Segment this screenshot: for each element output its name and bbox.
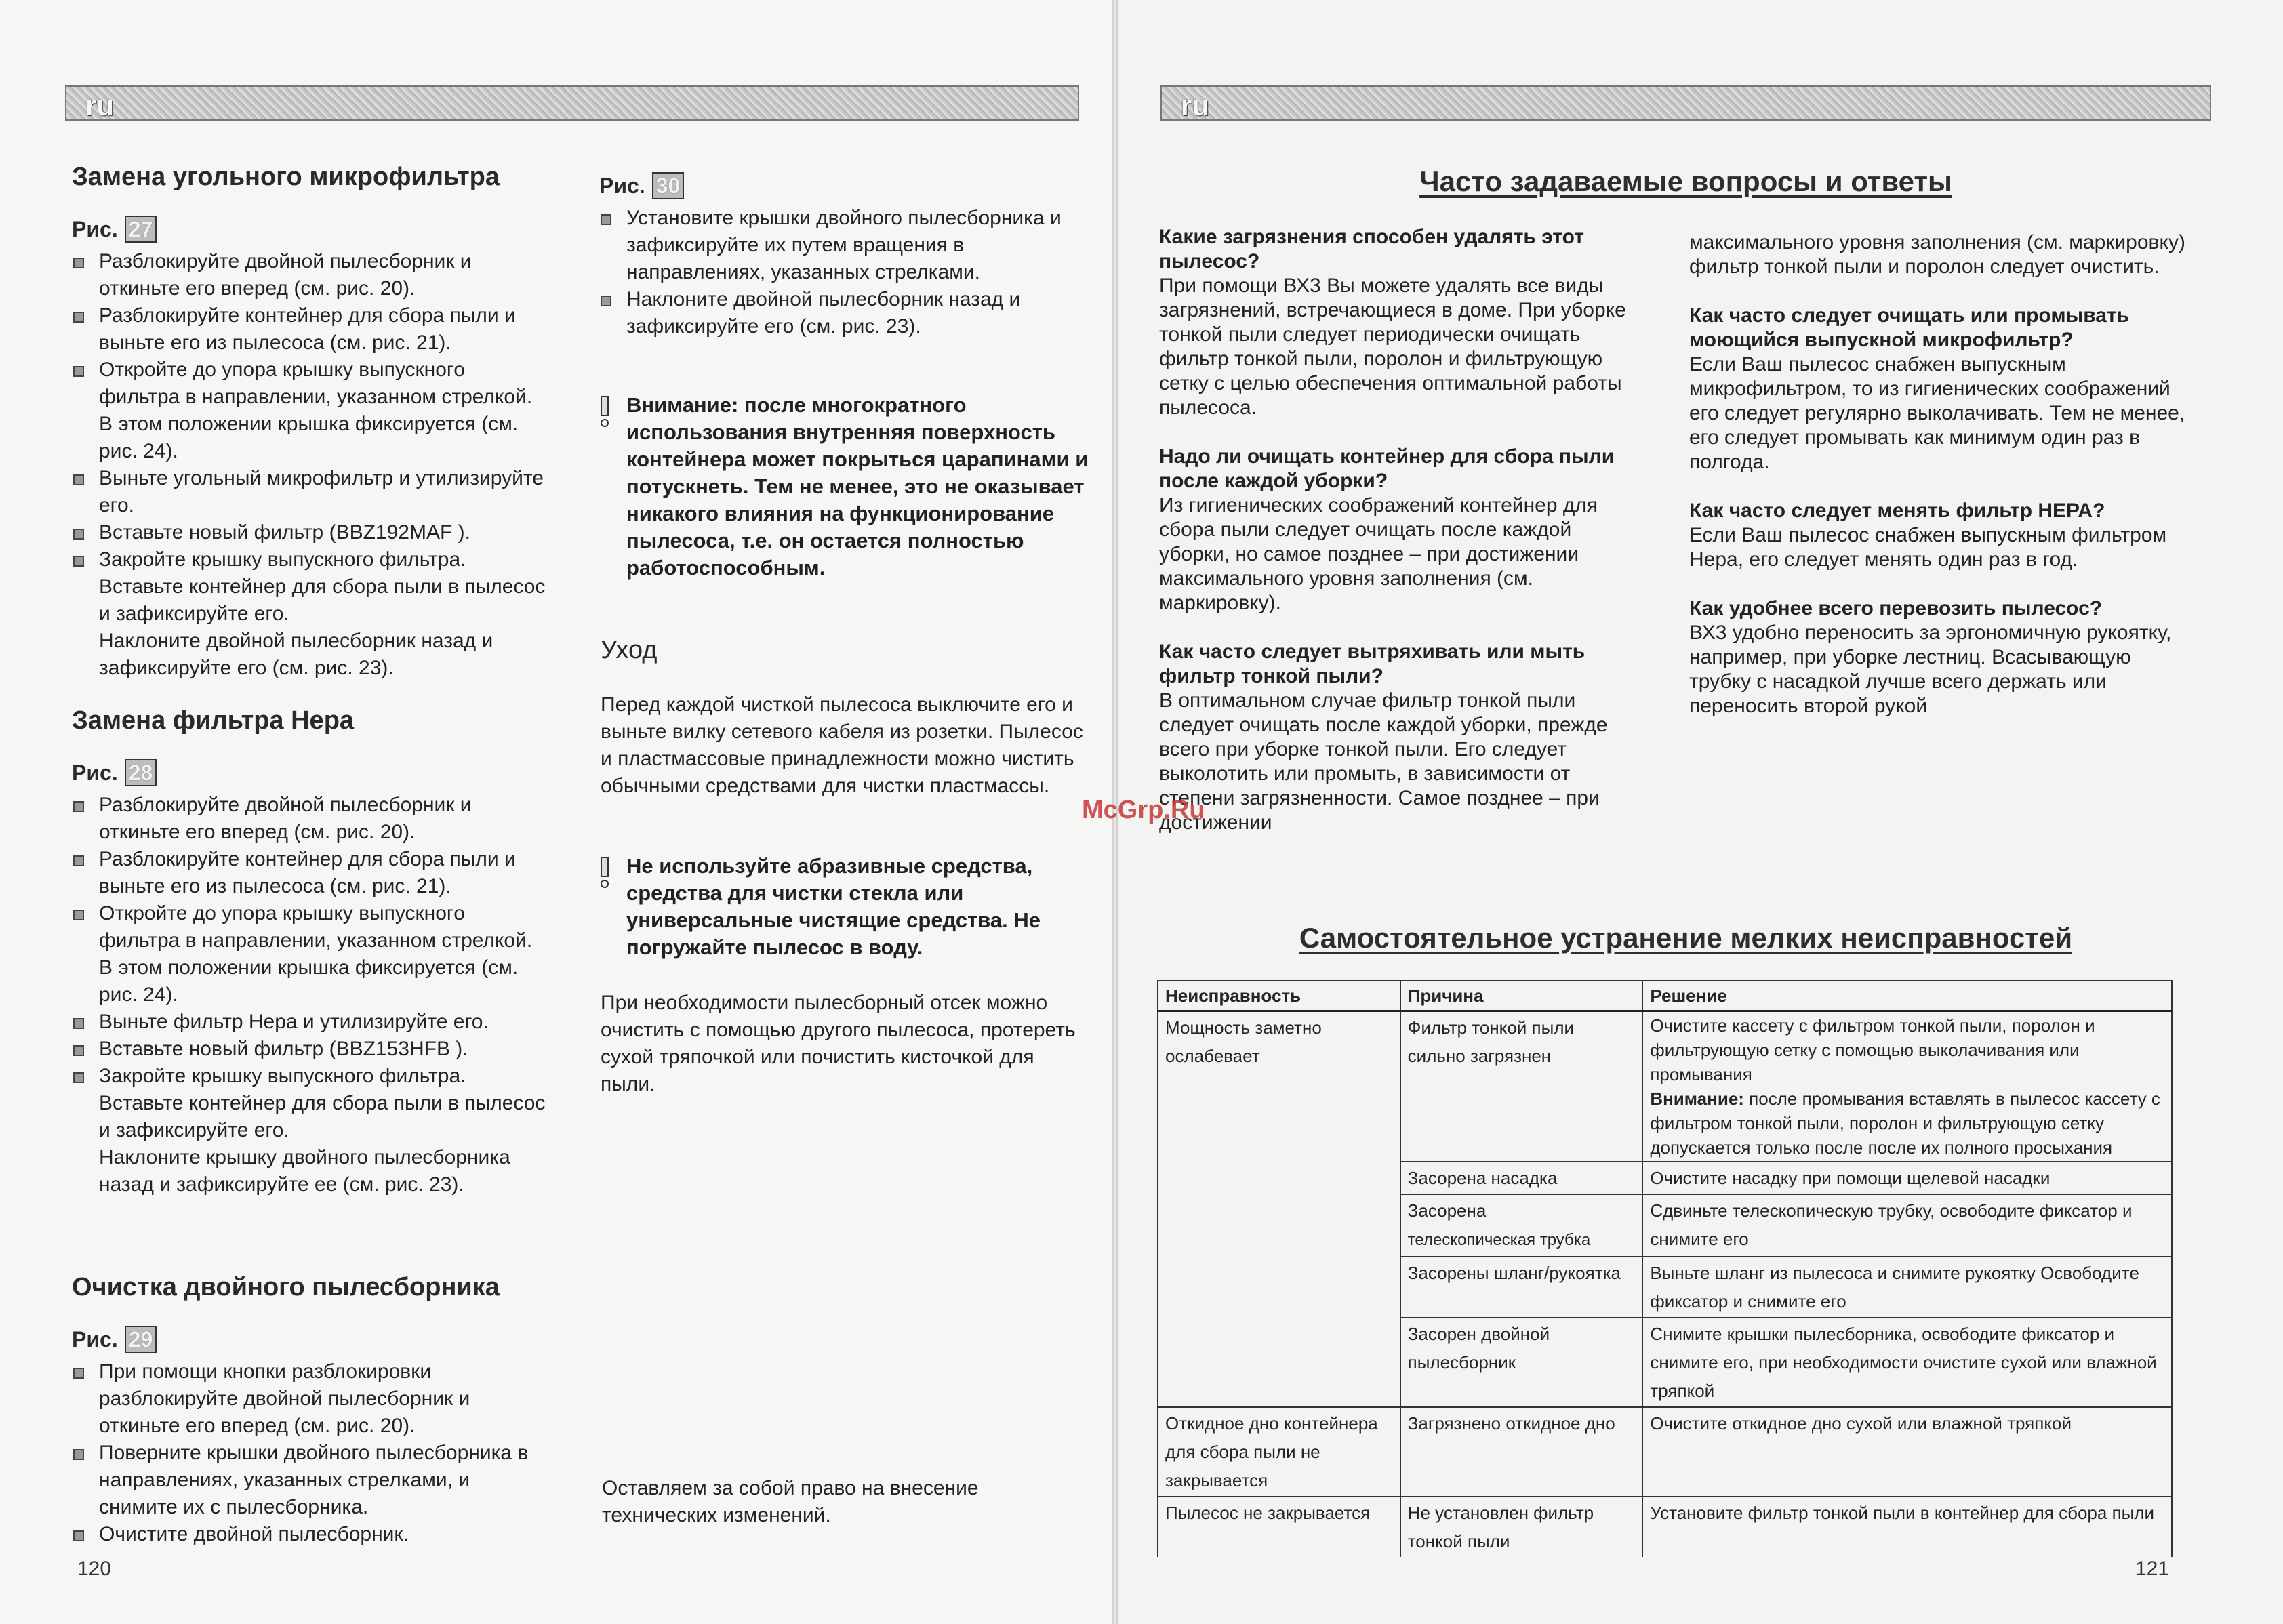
remedy-cell: Выньте шланг из пылесоса и снимите рукоятку Освободите фиксатор и снимите его <box>1642 1257 2172 1318</box>
faq-item: Как удобнее всего перевозить пылесос? ВХ3 удобно переносить за эргономичную рукоятку, например, при уборке лестниц. Всасывающую трубку с насадкой лучше всего держать или переносить второй рукой <box>1689 597 2172 717</box>
watermark-logo: McGrp.Ru <box>1082 796 1205 824</box>
remedy-cell: Установите фильтр тонкой пыли в контейнер для сбора пыли <box>1642 1497 2172 1557</box>
step: Вставьте новый фильтр (BBZ153HFB ). <box>72 1036 546 1063</box>
cause-cell: Засорена насадка <box>1400 1162 1643 1194</box>
faq-item: Надо ли очищать контейнер для сбора пыли после каждой уборки? Из гигиенических соображений контейнер для сбора пыли следует очищать после каждой уборки, но самое позднее – при достижении максимального уровня заполнения (см. маркировку). <box>1159 445 1615 614</box>
figure-number-box: 28 <box>125 759 157 786</box>
faq-column-1 <box>1159 225 1647 859</box>
remedy-cell: Сдвиньте телескопическую трубку, освободите фиксатор и снимите его <box>1642 1194 2172 1257</box>
language-code: ru <box>85 89 114 121</box>
section-title-care: Уход <box>601 636 658 664</box>
steps-list-carbon-filter <box>72 248 546 682</box>
step: Разблокируйте контейнер для сбора пыли и выньте его из пылесоса (см. рис. 21). <box>72 846 546 900</box>
section-title-dust-container: Очистка двойного пылесборника <box>72 1273 500 1301</box>
figure-number-box: 27 <box>125 216 157 243</box>
page-number: 121 <box>2135 1558 2170 1580</box>
steps-list-hepa-filter <box>72 792 546 1198</box>
step: Поверните крышки двойного пылесборника в направлениях, указанных стрелками, и снимите их с пылесборника. <box>72 1440 546 1521</box>
faq-column-2 <box>1689 230 2191 743</box>
faq-item: Какие загрязнения способен удалять этот пылесос? При помощи ВХ3 Вы можете удалять все виды загрязнений, встречающиеся в доме. При уборке тонкой пыли следует периодически очищать фильтр тонкой пыли, поролон и фильтрующую сетку с целью обеспечения оптимальной работы пылесоса. <box>1159 226 1626 419</box>
fault-cell: Откидное дно контейнера для сбора пыли не закрывается <box>1158 1407 1400 1497</box>
troubleshooting-table <box>1157 980 2173 1557</box>
language-code: ru <box>1181 89 1209 121</box>
language-bar <box>65 85 1079 121</box>
page-number: 120 <box>77 1558 112 1580</box>
figure-number-box: 29 <box>125 1326 157 1353</box>
fault-cell: Пылесос не закрывается <box>1158 1497 1400 1557</box>
language-bar <box>1160 85 2211 121</box>
step: Откройте до упора крышку выпускного фильтра в направлении, указанном стрелкой. В этом положении крышка фиксируется (см. рис. 24). <box>72 900 546 1009</box>
cause-cell: Фильтр тонкой пыли сильно загрязнен <box>1400 1011 1643 1162</box>
remedy-cell: Очистите насадку при помощи щелевой насадки <box>1642 1162 2172 1194</box>
step: Разблокируйте контейнер для сбора пыли и выньте его из пылесоса (см. рис. 21). <box>72 302 546 357</box>
steps-list-reassemble <box>599 205 1087 340</box>
figure-number-box: 30 <box>652 172 685 199</box>
step: Выньте угольный микрофильтр и утилизируйте его. <box>72 465 546 519</box>
fault-cell: Мощность заметно ослабевает <box>1158 1011 1400 1408</box>
warning-abrasives: Не используйте абразивные средства, средства для чистки стекла или универсальные чистящие средства. Не погружайте пылесос в воду. <box>599 853 1112 961</box>
step: Выньте фильтр Нера и утилизируйте его. <box>72 1009 546 1036</box>
column-header-remedy: Решение <box>1642 981 2172 1011</box>
cause-cell: Засорен двойной пылесборник <box>1400 1318 1643 1407</box>
column-header-cause: Причина <box>1400 981 1643 1011</box>
figure-ref: Рис. 29 <box>72 1326 157 1353</box>
warning-icon <box>599 396 610 428</box>
section-title-carbon-filter: Замена угольного микрофильтра <box>72 163 500 191</box>
remedy-cell: Снимите крышки пылесборника, освободите фиксатор и снимите его, при необходимости очистите сухой или влажной тряпкой <box>1642 1318 2172 1407</box>
section-title-hepa-filter: Замена фильтра Нера <box>72 706 355 735</box>
step: Закройте крышку выпускного фильтра. Вставьте контейнер для сбора пыли в пылесос и зафиксируйте его. <box>72 1063 546 1144</box>
cause-cell: Засорена телескопическая трубка <box>1400 1194 1643 1257</box>
step-continuation: Наклоните двойной пылесборник назад и зафиксируйте его (см. рис. 23). <box>99 630 493 679</box>
faq-item: Как часто следует вытряхивать или мыть фильтр тонкой пыли? В оптимальном случае фильтр тонкой пыли следует очищать после каждой уборки, прежде всего при уборке тонкой пыли. Его следует выколотить или промыть, в зависимости от степени загрязненности. Самое позднее – при достижении <box>1159 641 1608 834</box>
step-continuation: Наклоните крышку двойного пылесборника назад и зафиксируйте ее (см. рис. 23). <box>99 1146 510 1196</box>
step: Установите крышки двойного пылесборника и зафиксируйте их путем вращения в направлениях, указанных стрелками. <box>599 205 1087 286</box>
faq-item: Как часто следует очищать или промывать моющийся выпускной микрофильтр? Если Ваш пылесос снабжен выпускным микрофильтром, то из гигиенических соображений его следует регулярно выколачивать. Тем не менее, его следует промывать как минимум один раз в полгода. <box>1689 304 2185 473</box>
figure-ref: Рис. 30 <box>599 172 684 199</box>
step: Наклоните двойной пылесборник назад и зафиксируйте его (см. рис. 23). <box>599 286 1087 340</box>
care-text: Перед каждой чисткой пылесоса выключите его и выньте вилку сетевого кабеля из розетки. Пылесос и пластмассовые принадлежности можно чистить обычными средствами для чистки пластмассы. <box>601 693 1083 797</box>
figure-ref: Рис. 28 <box>72 759 157 786</box>
warning-scratches: Внимание: после многократного использования внутренняя поверхность контейнера может покрыться царапинами и потускнеть. Тем не менее, это не оказывает никакого влияния на функционирование пылесоса, т.е. он остается полностью работоспособным. <box>599 392 1112 582</box>
step: Вставьте новый фильтр (BBZ192MAF ). <box>72 519 546 546</box>
column-header-fault: Неисправность <box>1158 981 1400 1011</box>
cause-cell: Загрязнено откидное дно <box>1400 1407 1643 1497</box>
footer-note: Оставляем за собой право на внесение технических изменений. <box>602 1477 979 1526</box>
table-row <box>1158 1497 2172 1557</box>
cause-cell: Засорены шланг/рукоятка <box>1400 1257 1643 1318</box>
faq-item: максимального уровня заполнения (см. маркировку) фильтр тонкой пыли и поролон следует очистить. <box>1689 231 2185 278</box>
warning-icon <box>599 857 610 889</box>
troubleshooting-title: Самостоятельное устранение мелких неисправностей <box>1299 922 2073 954</box>
faq-title: Часто задаваемые вопросы и ответы <box>1419 165 1952 197</box>
remedy-cell: Очистите откидное дно сухой или влажной тряпкой <box>1642 1407 2172 1497</box>
figure-ref: Рис. 27 <box>72 216 157 243</box>
table-row <box>1158 1407 2172 1497</box>
step: Разблокируйте двойной пылесборник и откиньте его вперед (см. рис. 20). <box>72 248 546 302</box>
step: Очистите двойной пылесборник. <box>72 1521 546 1548</box>
step: Откройте до упора крышку выпускного фильтра в направлении, указанном стрелкой. В этом положении крышка фиксируется (см. рис. 24). <box>72 357 546 465</box>
cause-cell: Не установлен фильтр тонкой пыли <box>1400 1497 1643 1557</box>
step: Разблокируйте двойной пылесборник и откиньте его вперед (см. рис. 20). <box>72 792 546 846</box>
step: Закройте крышку выпускного фильтра. Вставьте контейнер для сбора пыли в пылесос и зафиксируйте его. <box>72 546 546 628</box>
steps-list-dust-container <box>72 1358 546 1548</box>
step: При помощи кнопки разблокировки разблокируйте двойной пылесборник и откиньте его вперед (см. рис. 20). <box>72 1358 546 1440</box>
left-page <box>0 0 1118 1624</box>
care-text-2: При необходимости пылесборный отсек можно очистить с помощью другого пылесоса, протереть сухой тряпочкой или почистить кисточкой для пыли. <box>601 992 1076 1095</box>
remedy-cell: Очистите кассету с фильтром тонкой пыли, поролон и фильтрующую сетку с помощью выколачивания или промывания Внимание: после промывания вставлять в пылесос кассету с фильтром тонкой пыли, поролон и фильтрующую сетку допускается только после после их полного просыхания <box>1642 1011 2172 1162</box>
table-row <box>1158 1011 2172 1162</box>
faq-item: Как часто следует менять фильтр НЕРА? Если Ваш пылесос снабжен выпускным фильтром Нера, его следует менять один раз в год. <box>1689 500 2167 571</box>
